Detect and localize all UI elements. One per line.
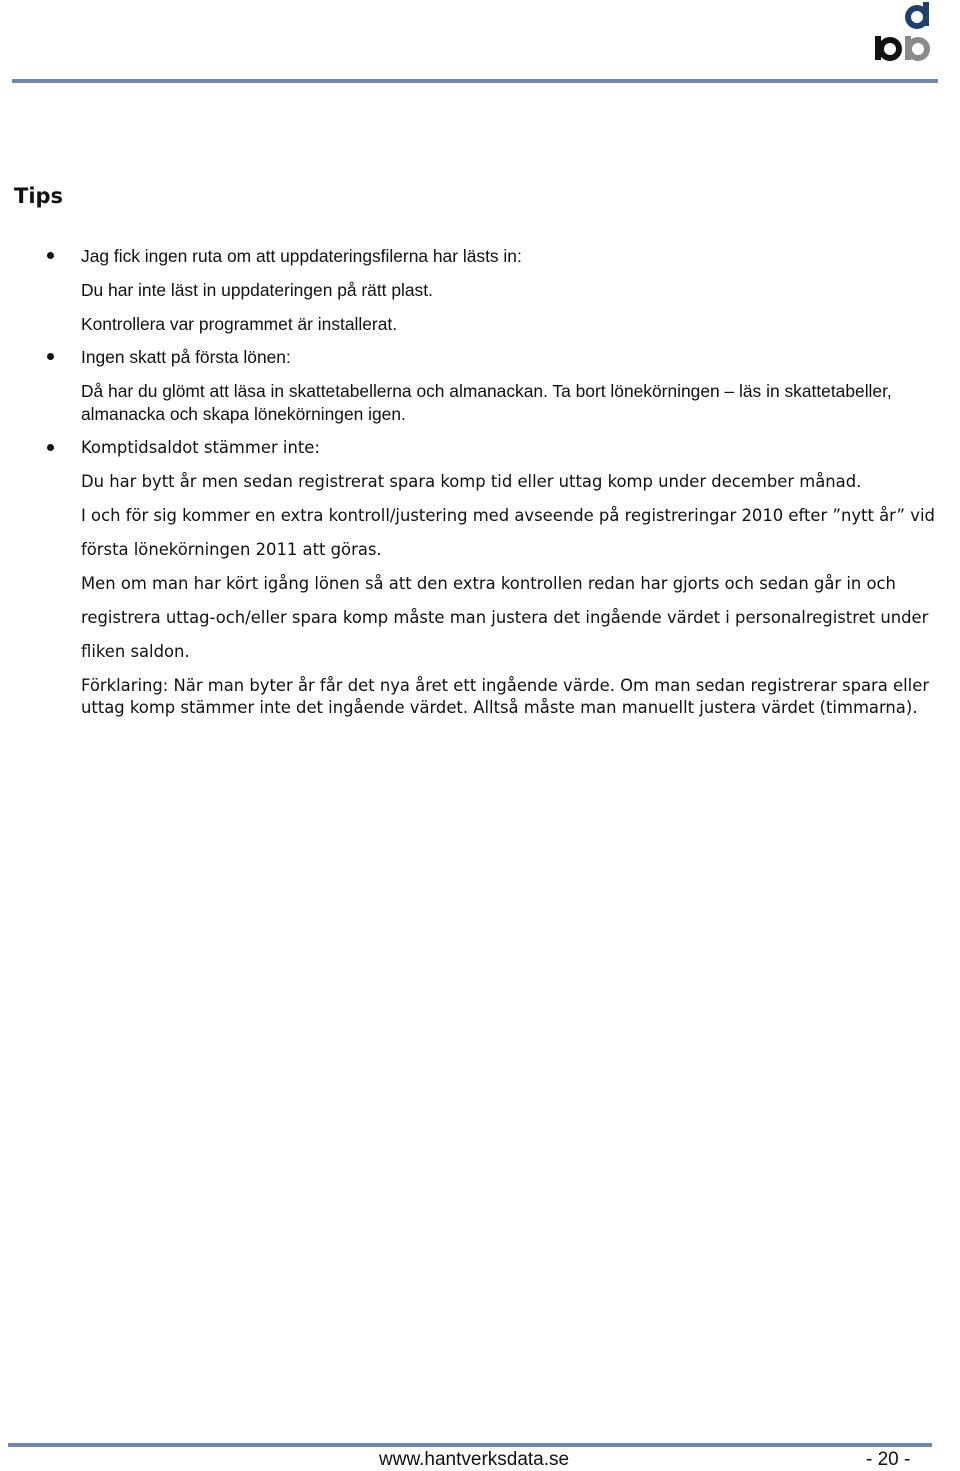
tip-heading: Ingen skatt på första lönen:	[81, 347, 291, 367]
tip-text: Men om man har kört igång lönen så att den extra kontrollen redan har gjorts och sedan går in och	[81, 574, 896, 593]
tip-text: Förklaring: När man byter år får det nya året ett ingående värde. Om man sedan registrerar spara eller	[81, 676, 930, 695]
tip-heading: Komptidsaldot stämmer inte:	[81, 438, 320, 457]
tip-text: Då har du glömt att läsa in skattetabellerna och almanackan. Ta bort lönekörningen – läs in skattetabeller,	[81, 381, 892, 401]
section-title: Tips	[14, 184, 64, 208]
bullet-icon	[47, 444, 54, 451]
hantverksdata-logo-icon	[872, 0, 934, 64]
tip-text: Kontrollera var programmet är installerat.	[81, 314, 398, 334]
tip-text: uttag komp stämmer inte det ingående värdet. Alltså måste man manuellt justera värdet (timmarna).	[81, 698, 918, 717]
tip-text: I och för sig kommer en extra kontroll/justering med avseende på registreringar 2010 efter ”nytt år” vid	[81, 506, 935, 525]
bullet-icon	[47, 353, 54, 360]
tip-heading: Jag fick ingen ruta om att uppdateringsfilerna har lästs in:	[81, 246, 522, 266]
footer-url-link[interactable]: www.hantverksdata.se	[379, 1449, 570, 1470]
tip-text: Du har bytt år men sedan registrerat spara komp tid eller uttag komp under december månad.	[81, 472, 862, 491]
header-rule	[12, 79, 938, 83]
tip-text: almanacka och skapa lönekörningen igen.	[81, 404, 406, 424]
page-number: - 20 -	[866, 1449, 911, 1470]
footer-rule	[8, 1443, 932, 1447]
bullet-icon	[47, 252, 54, 259]
tip-text: registrera uttag-och/eller spara komp måste man justera det ingående värdet i personalregistret under	[81, 608, 929, 627]
tip-text: Du har inte läst in uppdateringen på rätt plast.	[81, 280, 433, 300]
tip-text: första lönekörningen 2011 att göras.	[81, 540, 382, 559]
tip-text: fliken saldon.	[81, 642, 190, 661]
